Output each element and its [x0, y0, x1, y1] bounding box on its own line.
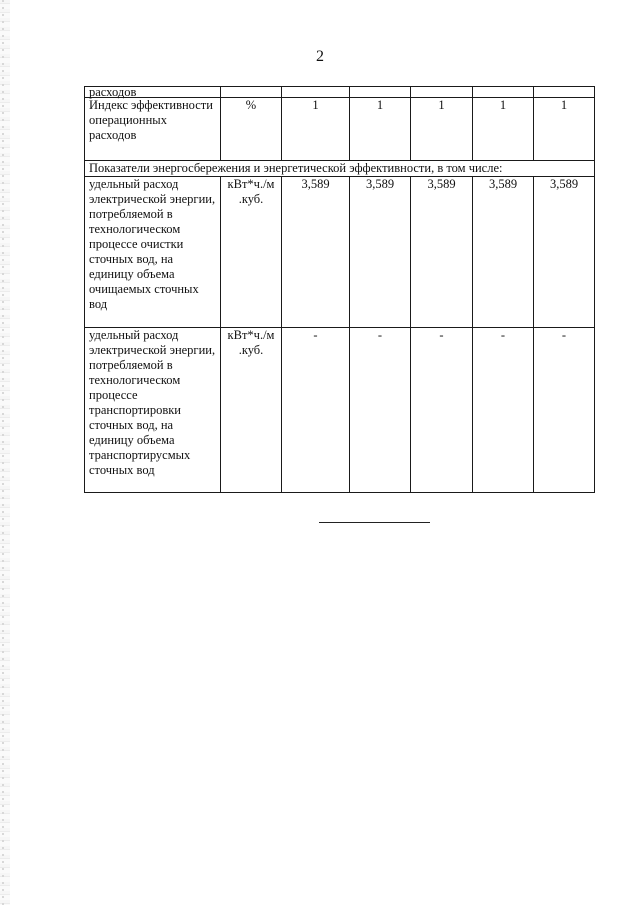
- table-row: [85, 87, 595, 98]
- row-value: 3,589: [350, 177, 411, 328]
- end-of-document-rule: [319, 522, 430, 523]
- table-row: [85, 98, 595, 161]
- row-value: -: [473, 328, 534, 493]
- row-unit: %: [221, 98, 282, 161]
- row-value: 1: [350, 98, 411, 161]
- row-value: 3,589: [473, 177, 534, 328]
- row-value: -: [282, 328, 350, 493]
- row-value: 3,589: [534, 177, 595, 328]
- page-number: 2: [316, 48, 324, 65]
- row-unit: [221, 87, 282, 98]
- row-value: [411, 87, 473, 98]
- row-value: -: [411, 328, 473, 493]
- row-label: Индекс эффективности операционных расходов: [85, 98, 221, 161]
- row-value: 3,589: [282, 177, 350, 328]
- indicators-table: [84, 86, 595, 493]
- row-value: 1: [411, 98, 473, 161]
- table-section-row: [85, 161, 595, 177]
- row-unit: кВт*ч./м .куб.: [221, 177, 282, 328]
- row-value: -: [534, 328, 595, 493]
- table-row: [85, 328, 595, 493]
- row-label: удельный расход электрической энергии, потребляемой в технологическом процессе транспортировки сточных вод, на единицу объема транспортирусмых сточных вод: [85, 328, 221, 493]
- table-row: [85, 177, 595, 328]
- row-value: 3,589: [411, 177, 473, 328]
- row-label: расходов: [85, 87, 221, 98]
- row-value: 1: [534, 98, 595, 161]
- row-value: 1: [282, 98, 350, 161]
- row-label: удельный расход электрической энергии, потребляемой в технологическом процессе очистки сточных вод, на единицу объема очищаемых сточных вод: [85, 177, 221, 328]
- row-value: [534, 87, 595, 98]
- row-unit: кВт*ч./м .куб.: [221, 328, 282, 493]
- scan-edge: [0, 0, 10, 905]
- section-label: Показатели энергосбережения и энергетической эффективности, в том числе:: [85, 161, 595, 177]
- row-value: [473, 87, 534, 98]
- row-value: 1: [473, 98, 534, 161]
- row-value: [350, 87, 411, 98]
- row-value: -: [350, 328, 411, 493]
- row-value: [282, 87, 350, 98]
